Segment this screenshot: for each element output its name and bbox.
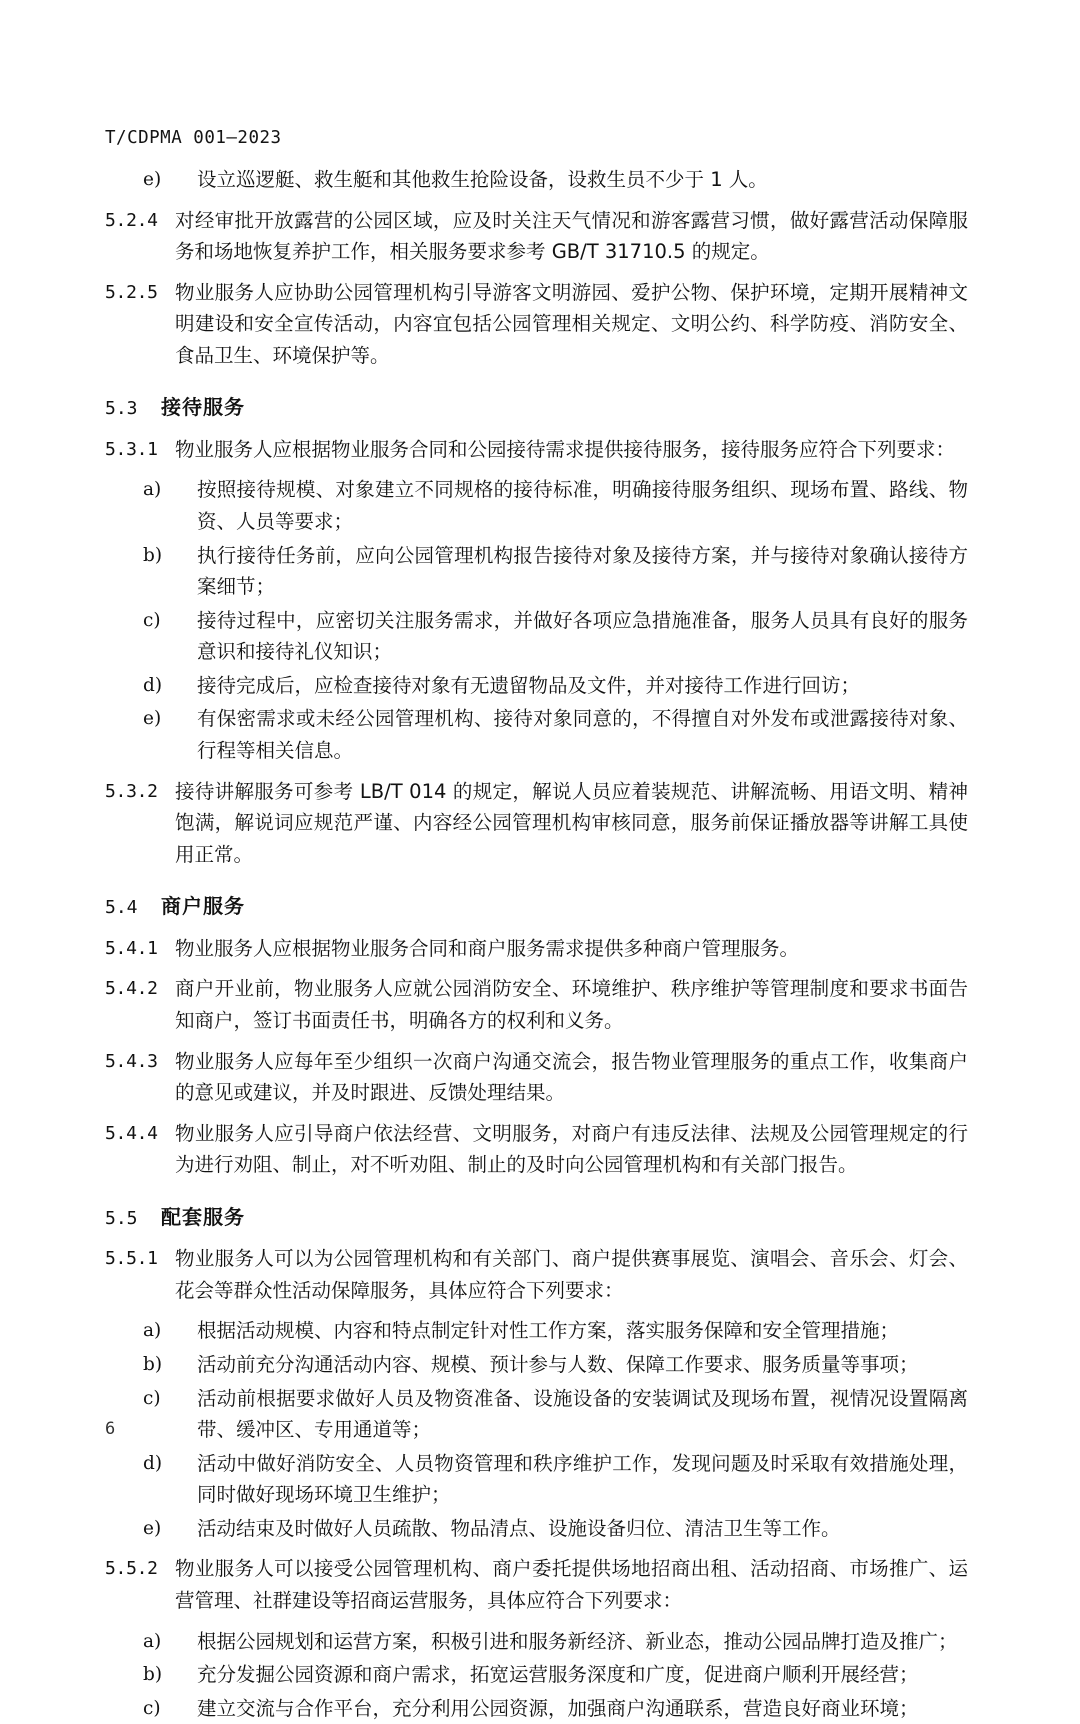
list-item-label: a) — [143, 1630, 162, 1652]
clause-5-4-2 — [105, 973, 968, 1036]
list-item — [105, 703, 968, 766]
section-number: 5.3 — [105, 398, 138, 420]
list-item-label: d) — [143, 1452, 163, 1474]
list-item-text: 建立交流与合作平台，充分利用公园资源，加强商户沟通联系，营造良好商业环境； — [197, 1696, 919, 1720]
section-number: 5.4 — [105, 897, 138, 919]
clause-text: 对经审批开放露营的公园区域，应及时关注天气情况和游客露营习惯，做好露营活动保障服务和场地恢复养护工作，相关服务要求参考 GB/T 31710.5 的规定。 — [175, 208, 968, 264]
section-heading-5-3 — [105, 391, 968, 423]
list-item-label: b) — [143, 544, 163, 566]
list-item-text: 有保密需求或未经公园管理机构、接待对象同意的，不得擅自对外发布或泄露接待对象、行程等相关信息。 — [197, 707, 968, 763]
list-item — [105, 540, 968, 603]
list-item-label: e) — [143, 708, 162, 730]
clause-number: 5.4.3 — [105, 1050, 158, 1072]
list-item-text: 活动前根据要求做好人员及物资准备、设施设备的安装调试及现场布置，视情况设置隔离带、缓冲区、专用通道等； — [197, 1386, 968, 1442]
clause-number: 5.5.1 — [105, 1248, 158, 1270]
list-item — [105, 1513, 968, 1545]
list-item — [105, 1626, 968, 1658]
clause-text: 物业服务人应协助公园管理机构引导游客文明游园、爱护公物、保护环境，定期开展精神文明建设和安全宣传活动，内容宜包括公园管理相关规定、文明公约、科学防疫、消防安全、食品卫生、环境保护等。 — [175, 280, 968, 367]
clause-5-4-1 — [105, 933, 968, 965]
section-number: 5.5 — [105, 1207, 138, 1229]
list-item-text: 活动前充分沟通活动内容、规模、预计参与人数、保障工作要求、服务质量等事项； — [197, 1352, 919, 1376]
clause-5-3-2 — [105, 776, 968, 871]
document-body — [105, 164, 968, 1724]
list-item — [105, 1693, 968, 1724]
list-item — [105, 670, 968, 702]
list-item-label: d) — [143, 674, 163, 696]
page-header: T/CDPMA 001—2023 — [105, 128, 282, 148]
list-item-text: 根据活动规模、内容和特点制定针对性工作方案，落实服务保障和安全管理措施； — [197, 1319, 900, 1343]
list-item-label: b) — [143, 1664, 163, 1686]
clause-text: 物业服务人应根据物业服务合同和公园接待需求提供接待服务，接待服务应符合下列要求： — [175, 437, 956, 461]
section-heading-5-5 — [105, 1201, 968, 1233]
list-item — [105, 1315, 968, 1347]
list-item-label: e) — [143, 169, 162, 190]
clause-5-5-1 — [105, 1243, 968, 1306]
section-title: 接待服务 — [161, 395, 245, 420]
clause-number: 5.2.5 — [105, 281, 158, 303]
list-item-label: a) — [143, 1320, 162, 1342]
list-item — [105, 474, 968, 537]
clause-number: 5.5.2 — [105, 1558, 158, 1580]
list-item-label: a) — [143, 479, 162, 501]
clause-5-2-5 — [105, 277, 968, 372]
list-item-text: 活动中做好消防安全、人员物资管理和秩序维护工作，发现问题及时采取有效措施处理，同时做好现场环境卫生维护； — [197, 1451, 968, 1507]
list-item-text: 执行接待任务前，应向公园管理机构报告接待对象及接待方案，并与接待对象确认接待方案细节； — [197, 543, 968, 599]
clause-5-4-4 — [105, 1118, 968, 1181]
list-item-label: b) — [143, 1353, 163, 1375]
list-item — [105, 1349, 968, 1381]
list-item-text: 设立巡逻艇、救生艇和其他救生抢险设备，设救生员不少于 1 人。 — [197, 168, 768, 191]
page-number: 6 — [105, 1419, 116, 1439]
clause-text: 物业服务人应每年至少组织一次商户沟通交流会，报告物业管理服务的重点工作，收集商户的意见或建议，并及时跟进、反馈处理结果。 — [175, 1049, 968, 1105]
clause-number: 5.4.2 — [105, 978, 158, 1000]
list-item — [105, 1448, 968, 1511]
clause-5-5-2 — [105, 1553, 968, 1616]
clause-text: 接待讲解服务可参考 LB/T 014 的规定，解说人员应着装规范、讲解流畅、用语文明、精神饱满，解说词应规范严谨、内容经公园管理机构审核同意，服务前保证播放器等讲解工具使用正常。 — [175, 779, 968, 866]
list-item-text: 根据公园规划和运营方案，积极引进和服务新经济、新业态，推动公园品牌打造及推广； — [197, 1629, 958, 1653]
list-item — [105, 1383, 968, 1446]
list-item — [105, 164, 968, 196]
list-item-label: c) — [143, 609, 161, 631]
list-item-label: c) — [143, 1387, 161, 1409]
section-title: 商户服务 — [161, 894, 245, 919]
clause-number: 5.3.2 — [105, 780, 158, 802]
clause-number: 5.3.1 — [105, 438, 158, 460]
clause-5-4-3 — [105, 1046, 968, 1109]
list-item-label: e) — [143, 1517, 162, 1539]
clause-text: 物业服务人可以为公园管理机构和有关部门、商户提供赛事展览、演唱会、音乐会、灯会、花会等群众性活动保障服务，具体应符合下列要求： — [175, 1247, 968, 1302]
list-item-text: 按照接待规模、对象建立不同规格的接待标准，明确接待服务组织、现场布置、路线、物资、人员等要求； — [197, 478, 968, 534]
list-item-text: 活动结束及时做好人员疏散、物品清点、设施设备归位、清洁卫生等工作。 — [197, 1516, 841, 1540]
clause-number: 5.2.4 — [105, 209, 158, 231]
list-item — [105, 605, 968, 668]
clause-number: 5.4.1 — [105, 937, 158, 959]
list-item-text: 接待完成后，应检查接待对象有无遗留物品及文件，并对接待工作进行回访； — [197, 673, 861, 697]
clause-text: 商户开业前，物业服务人应就公园消防安全、环境维护、秩序维护等管理制度和要求书面告知商户，签订书面责任书，明确各方的权利和义务。 — [175, 977, 968, 1032]
clause-text: 物业服务人应根据物业服务合同和商户服务需求提供多种商户管理服务。 — [175, 936, 800, 960]
section-title: 配套服务 — [161, 1204, 245, 1229]
clause-text: 物业服务人可以接受公园管理机构、商户委托提供场地招商出租、活动招商、市场推广、运营管理、社群建设等招商运营服务，具体应符合下列要求： — [175, 1557, 968, 1612]
list-item-text: 接待过程中，应密切关注服务需求，并做好各项应急措施准备，服务人员具有良好的服务意识和接待礼仪知识； — [197, 608, 968, 664]
clause-text: 物业服务人应引导商户依法经营、文明服务，对商户有违反法律、法规及公园管理规定的行为进行劝阻、制止，对不听劝阻、制止的及时向公园管理机构和有关部门报告。 — [175, 1121, 968, 1177]
clause-number: 5.4.4 — [105, 1122, 158, 1144]
list-item-text: 充分发掘公园资源和商户需求，拓宽运营服务深度和广度，促进商户顺利开展经营； — [197, 1663, 919, 1687]
clause-5-3-1 — [105, 434, 968, 466]
list-item-label: c) — [143, 1697, 161, 1719]
list-item — [105, 1659, 968, 1691]
section-heading-5-4 — [105, 890, 968, 922]
clause-5-2-4 — [105, 205, 968, 268]
